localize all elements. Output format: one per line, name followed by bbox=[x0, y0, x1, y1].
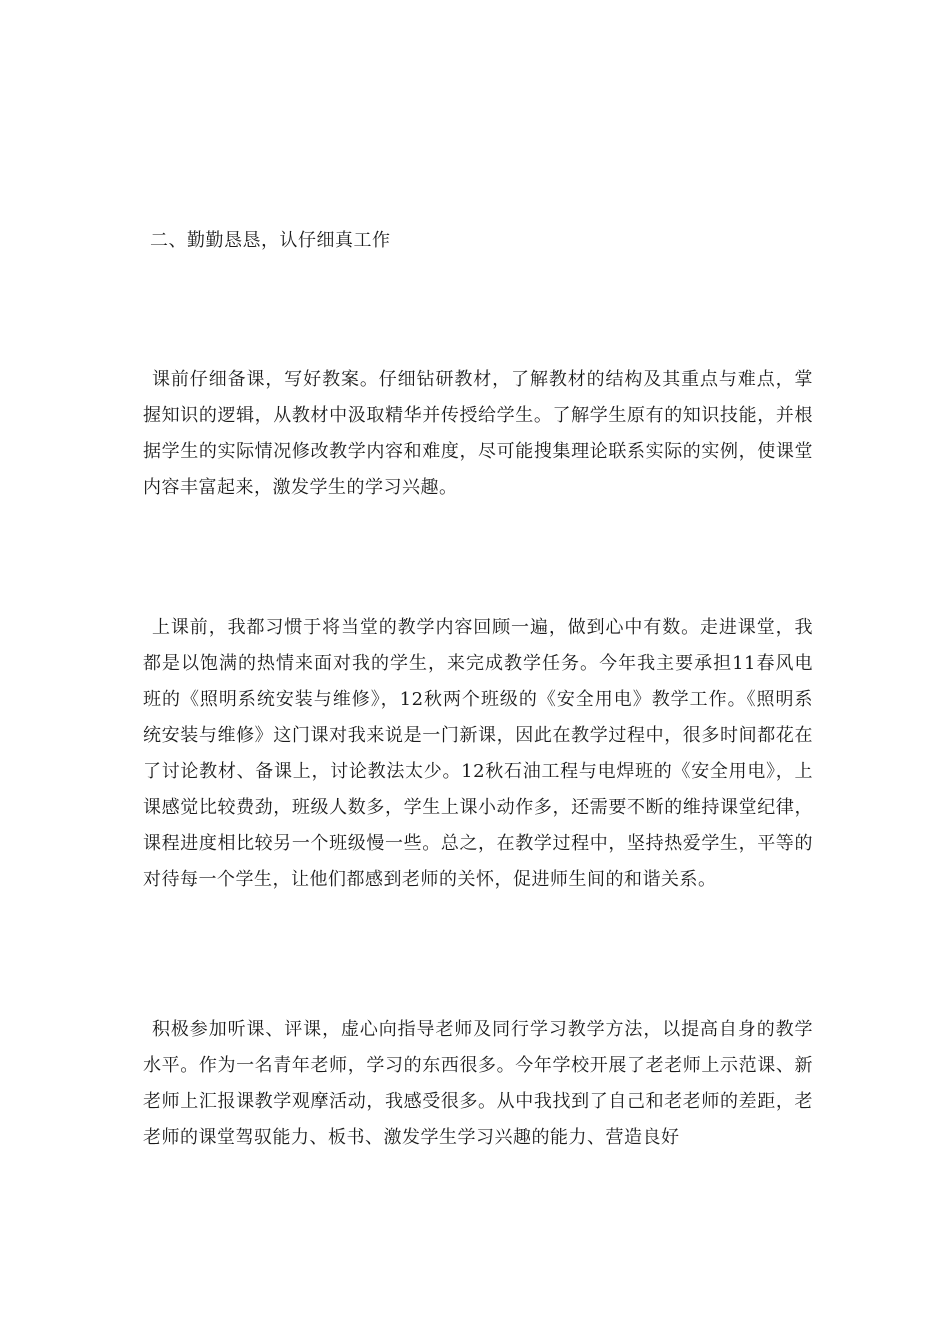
section-heading: 二、勤勤恳恳，认仔细真工作 bbox=[150, 230, 391, 251]
paragraph-lesson-observation: 积极参加听课、评课，虚心向指导老师及同行学习教学方法，以提高自身的教学水平。作为一名青年老师，学习的东西很多。今年学校开展了老老师上示范课、新老师上汇报课教学观摩活动，我感受很多。从中我找到了自己和老老师的差距，老老师的课堂驾驭能力、板书、激发学生学习兴趣的能力、营造良好 bbox=[143, 1019, 813, 1148]
paragraph-lesson-preparation: 课前仔细备课，写好教案。仔细钻研教材，了解教材的结构及其重点与难点，掌握知识的逻辑，从教材中汲取精华并传授给学生。了解学生原有的知识技能，并根据学生的实际情况修改教学内容和难度，尽可能搜集理论联系实际的实例，使课堂内容丰富起来，激发学生的学习兴趣。 bbox=[143, 369, 813, 498]
paragraph-classroom-teaching: 上课前，我都习惯于将当堂的教学内容回顾一遍，做到心中有数。走进课堂，我都是以饱满的热情来面对我的学生，来完成教学任务。今年我主要承担11春风电班的《照明系统安装与维修》，12秋两个班级的《安全用电》教学工作。《照明系统安装与维修》这门课对我来说是一门新课，因此在教学过程中，很多时间都花在了讨论教材、备课上，讨论教法太少。12秋石油工程与电焊班的《安全用电》，上课感觉比较费劲，班级人数多，学生上课小动作多，还需要不断的维持课堂纪律，课程进度相比较另一个班级慢一些。总之，在教学过程中，坚持热爱学生，平等的对待每一个学生，让他们都感到老师的关怀，促进师生间的和谐关系。 bbox=[143, 617, 813, 890]
